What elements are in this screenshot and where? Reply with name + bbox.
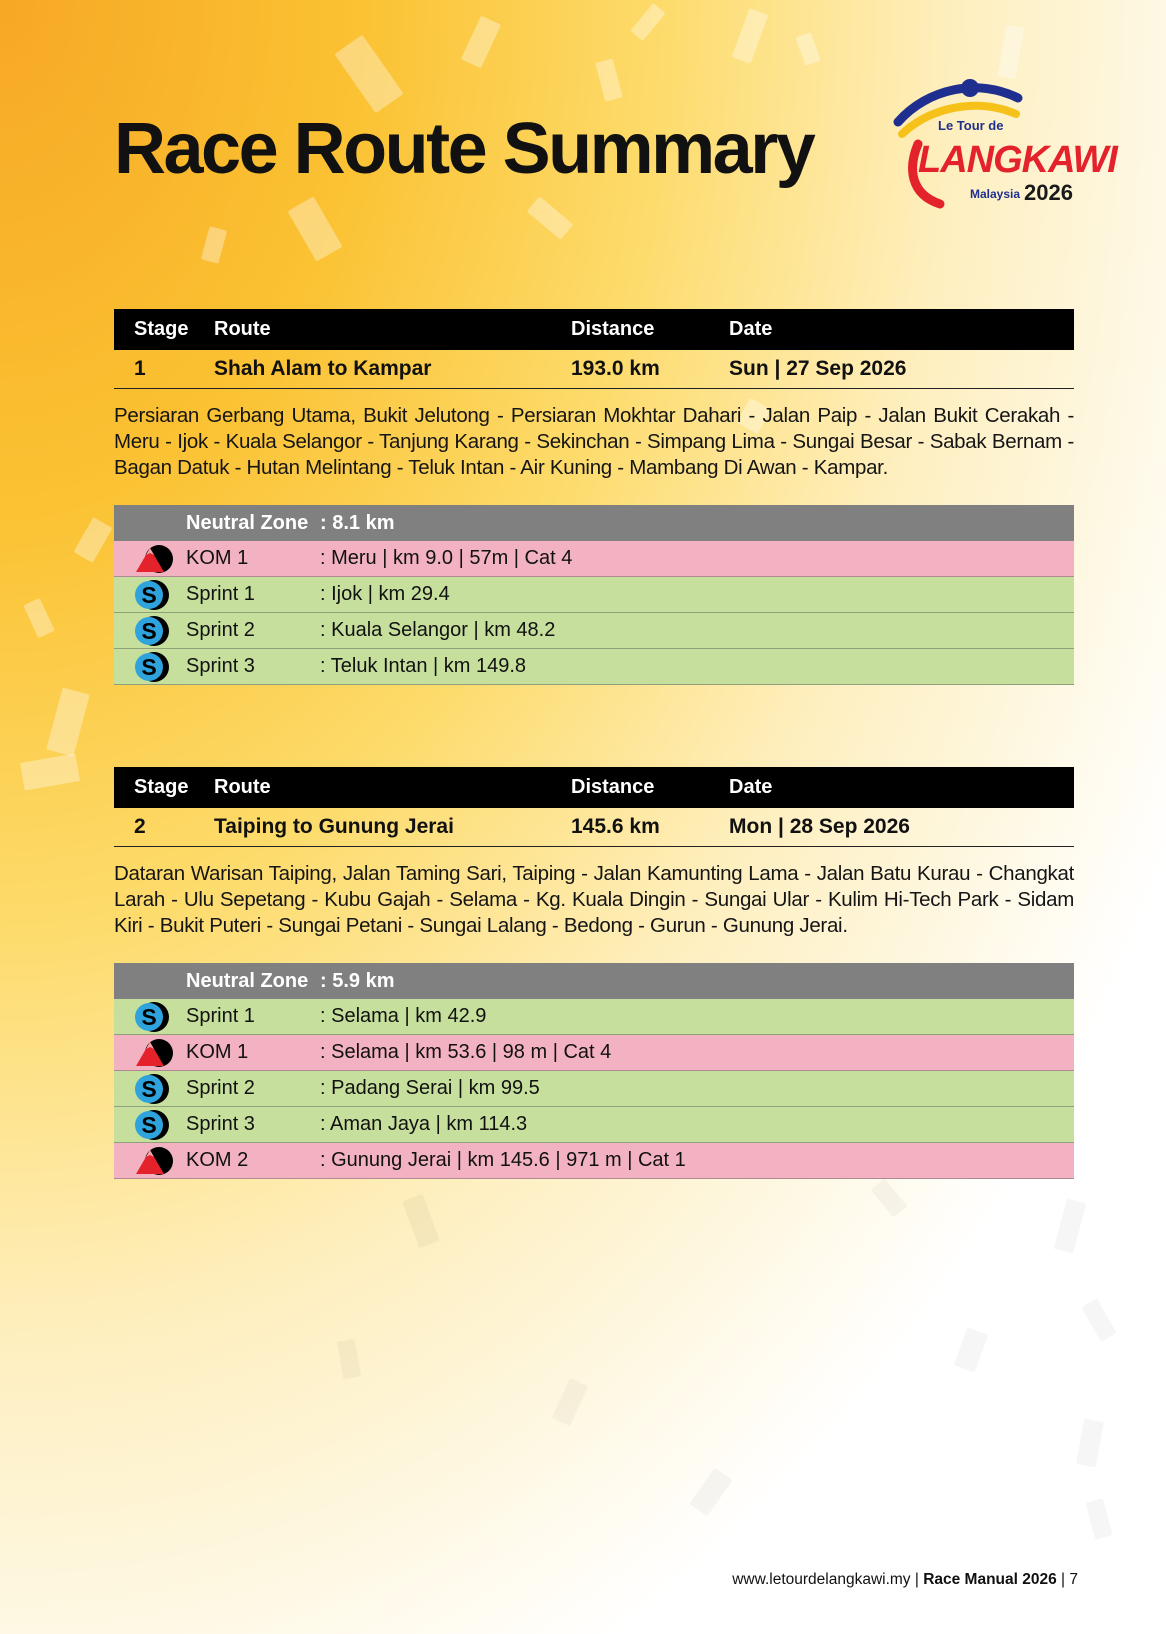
stage-2-section	[114, 767, 1074, 1179]
svg-text:LANGKAWI: LANGKAWI	[918, 139, 1117, 181]
neutral-zone-row	[114, 505, 1074, 541]
page-footer	[732, 1571, 1078, 1589]
svg-text:S: S	[141, 1075, 157, 1102]
header-distance: Distance	[571, 776, 655, 798]
point-detail: : Ijok | km 29.4	[320, 583, 450, 605]
point-detail: : Teluk Intan | km 149.8	[320, 655, 527, 677]
svg-text:Malaysia: Malaysia	[970, 187, 1021, 201]
svg-text:S: S	[141, 581, 157, 608]
footer-page-separator: |	[1056, 1571, 1070, 1588]
stage-distance: 145.6 km	[571, 815, 660, 838]
point-label: KOM 2	[186, 1149, 249, 1171]
point-label: Sprint 3	[186, 655, 255, 677]
stage-table-header	[114, 309, 1074, 350]
point-label: Sprint 1	[186, 583, 255, 605]
header-route: Route	[214, 318, 271, 340]
point-detail: : Meru | km 9.0 | 57m | Cat 4	[320, 547, 573, 569]
point-label: KOM 1	[186, 547, 249, 569]
stage-table-header	[114, 767, 1074, 808]
sprint-s-icon	[114, 579, 186, 611]
stage-date: Mon | 28 Sep 2026	[729, 815, 910, 838]
sprint-row	[114, 1071, 1074, 1107]
kom-mountain-icon	[114, 1146, 186, 1176]
svg-text:S: S	[141, 617, 157, 644]
sprint-s-icon	[114, 1073, 186, 1105]
svg-text:S: S	[141, 653, 157, 680]
stage-row	[114, 350, 1074, 389]
sprint-row	[114, 999, 1074, 1035]
stage-distance: 193.0 km	[571, 357, 660, 380]
svg-text:S: S	[141, 1111, 157, 1138]
points-table	[114, 963, 1074, 1179]
header-distance: Distance	[571, 318, 655, 340]
sprint-row	[114, 613, 1074, 649]
kom-mountain-icon	[114, 1038, 186, 1068]
header-route: Route	[214, 776, 271, 798]
kom-mountain-icon	[114, 544, 186, 574]
sprint-row	[114, 1107, 1074, 1143]
footer-manual-title: Race Manual 2026	[923, 1571, 1057, 1588]
svg-text:2026: 2026	[1024, 180, 1073, 205]
point-label: Sprint 2	[186, 1077, 255, 1099]
neutral-zone-label: Neutral Zone	[186, 969, 309, 992]
points-table	[114, 505, 1074, 685]
sprint-s-icon	[114, 615, 186, 647]
point-detail: : Selama | km 42.9	[320, 1005, 487, 1027]
stage-number: 2	[134, 815, 146, 838]
page-number: 7	[1069, 1571, 1078, 1588]
neutral-zone-value: : 5.9 km	[320, 969, 395, 992]
point-label: KOM 1	[186, 1041, 249, 1063]
sprint-s-icon	[114, 1001, 186, 1033]
stage-1-section	[114, 309, 1074, 685]
stage-date: Sun | 27 Sep 2026	[729, 357, 907, 380]
neutral-zone-row	[114, 963, 1074, 999]
header-date: Date	[729, 318, 773, 340]
page-title: Race Route Summary	[114, 109, 814, 189]
sprint-row	[114, 577, 1074, 613]
point-detail: : Aman Jaya | km 114.3	[320, 1113, 528, 1135]
stage-number: 1	[134, 357, 146, 380]
stage-route: Taiping to Gunung Jerai	[214, 815, 454, 838]
le-tour-de-langkawi-logo	[888, 76, 1117, 208]
header-date: Date	[729, 776, 773, 798]
stage-route: Shah Alam to Kampar	[214, 357, 432, 380]
header-stage: Stage	[134, 318, 189, 340]
neutral-zone-label: Neutral Zone	[186, 511, 309, 534]
point-label: Sprint 2	[186, 619, 255, 641]
footer-url[interactable]: www.letourdelangkawi.my	[732, 1571, 911, 1588]
kom-row	[114, 1143, 1074, 1179]
sprint-s-icon	[114, 651, 186, 683]
route-description: Dataran Warisan Taiping, Jalan Taming Sari, Taiping - Jalan Kamunting Lama - Jalan Batu Kurau - Changkat Larah - Ulu Sepetang - Kubu Gajah - Selama - Kg. Kuala Dingin - Sungai Ular - Kulim Hi-Tech Park - Sidam Kiri - Bukit Puteri - Sungai Petani - Sungai Lalang - Bedong - Gurun - Gunung Jerai.	[114, 862, 1074, 937]
point-detail: : Selama | km 53.6 | 98 m | Cat 4	[320, 1041, 612, 1063]
sprint-row	[114, 649, 1074, 685]
kom-row	[114, 541, 1074, 577]
svg-text:Le Tour de: Le Tour de	[938, 118, 1004, 133]
point-detail: : Padang Serai | km 99.5	[320, 1077, 540, 1099]
svg-text:S: S	[141, 1003, 157, 1030]
point-detail: : Kuala Selangor | km 48.2	[320, 619, 556, 641]
neutral-zone-value: : 8.1 km	[320, 511, 395, 534]
footer-separator: |	[910, 1571, 924, 1588]
stage-row	[114, 808, 1074, 847]
point-detail: : Gunung Jerai | km 145.6 | 971 m | Cat 1	[320, 1149, 686, 1171]
kom-row	[114, 1035, 1074, 1071]
route-description: Persiaran Gerbang Utama, Bukit Jelutong - Persiaran Mokhtar Dahari - Jalan Paip - Jalan Bukit Cerakah - Meru - Ijok - Kuala Selangor - Tanjung Karang - Sekinchan - Simpang Lima - Sungai Besar - Sabak Bernam - Bagan Datuk - Hutan Melintang - Teluk Intan - Air Kuning - Mambang Di Awan - Kampar.	[114, 404, 1074, 479]
point-label: Sprint 3	[186, 1113, 255, 1135]
sprint-s-icon	[114, 1109, 186, 1141]
header-stage: Stage	[134, 776, 189, 798]
point-label: Sprint 1	[186, 1005, 255, 1027]
